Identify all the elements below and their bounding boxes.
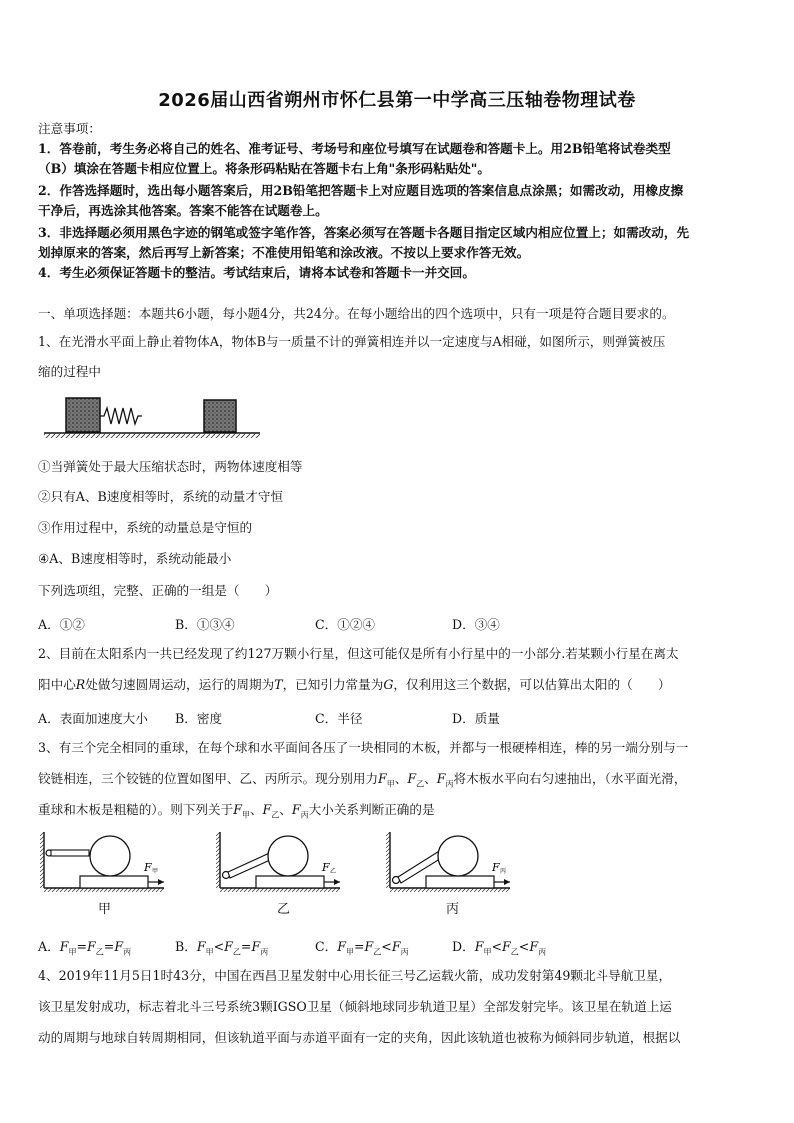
q2-option-a[interactable]: A．表面加速度大小 — [38, 711, 148, 726]
notice-item-1b: （B）填涂在答题卡相应位置上。将条形码粘贴在答题卡右上角"条形码粘贴处"。 — [38, 161, 490, 176]
caption-yi: 乙 — [277, 902, 291, 917]
q3-option-a[interactable]: A．$F_甲=F_乙=F_丙$ — [38, 939, 132, 957]
q1-statement-1: ①当弹簧处于最大压缩状态时，两物体速度相等 — [38, 459, 303, 474]
notice-item-2a: 2．作答选择题时，选出每小题答案后，用2B铅笔把答题卡上对应题目选项的答案信息点涂黑；如需改动，用橡皮擦 — [38, 183, 684, 198]
block-b — [66, 398, 100, 432]
q1-stem-2: 缩的过程中 — [38, 364, 101, 379]
q3-option-c[interactable]: C．$F_甲=F_乙<F_丙$ — [315, 939, 409, 957]
q3-figure-yi — [216, 828, 346, 892]
q2-stem-2: 阳中心R处做匀速圆周运动，运行的周期为T，已知引力常量为G，仅利用这三个数据，可以估算出太阳的（ ） — [38, 677, 671, 692]
q2-option-d[interactable]: D．质量 — [452, 711, 500, 726]
rod — [51, 850, 89, 856]
notice-item-1a: 1．答卷前，考生务必将自己的姓名、准考证号、考场号和座位号填写在试题卷和答题卡上。用2B铅笔将试卷类型 — [38, 141, 671, 156]
notice-item-4: 4．考生必须保证答题卡的整洁。考试结束后，请将本试卷和答题卡一并交回。 — [38, 265, 475, 280]
plank — [80, 876, 148, 888]
q3-stem-3: 重球和木板是粗糙的）。则下列关于$F_甲$、$F_乙$、$F_丙$大小关系判断正确的是 — [38, 802, 435, 820]
q1-stem-1: 1、在光滑水平面上静止着物体A，物体B与一质量不计的弹簧相连并以一定速度与A相碰，如图所示，则弹簧被压 — [38, 334, 666, 349]
q3-figure-bing — [386, 828, 516, 892]
q4-line-2: 该卫星发射成功，标志着北斗三号系统3颗IGSO卫星（倾斜地球同步轨道卫星）全部发射完毕。该卫星在轨道上运 — [38, 999, 672, 1014]
notice-item-2b: 干净后，再选涂其他答案。答案不能答在试题卷上。 — [38, 203, 328, 218]
q4-line-3: 动的周期与地球自转周期相同，但该轨道平面与赤道平面有一定的夹角，因此该轨道也被称为倾斜同步轨道，根据以 — [38, 1030, 681, 1045]
q4-line-1: 4、2019年11月5日1时43分，中国在西昌卫星发射中心用长征三号乙运载火箭，成功发射第49颗北斗导航卫星， — [38, 968, 672, 983]
q2-option-b[interactable]: B．密度 — [175, 711, 223, 726]
svg-text:丙: 丙 — [500, 868, 507, 875]
q1-option-a[interactable]: A．①② — [38, 617, 85, 632]
q1-option-b[interactable]: B．①③④ — [175, 617, 235, 632]
svg-text:F: F — [322, 861, 330, 874]
exam-title: 2026届山西省朔州市怀仁县第一中学高三压轴卷物理试卷 — [158, 90, 636, 111]
section-heading: 一、单项选择题：本题共6小题，每小题4分，共24分。在每小题给出的四个选项中，只有一项是符合题目要求的。 — [38, 306, 675, 321]
q3-stem-1: 3、有三个完全相同的重球，在每个球和水平面间各压了一块相同的木板，并都与一根硬棒相连，棒的另一端分别与一 — [38, 740, 689, 755]
plank — [256, 876, 324, 888]
notice-item-3a: 3．非选择题必须用黑色字迹的钢笔或签字笔作答，答案必须写在答题卡各题目指定区域内相应位置上；如需改动，先 — [38, 225, 690, 240]
plank — [426, 876, 494, 888]
q1-figure — [40, 394, 264, 440]
ball — [90, 836, 130, 876]
svg-text:F: F — [144, 861, 152, 874]
ball — [438, 836, 478, 876]
caption-jia: 甲 — [98, 902, 112, 917]
block-a — [204, 400, 236, 432]
q1-prompt: 下列选项组，完整、正确的一组是（ ） — [38, 583, 278, 598]
caption-bing: 丙 — [446, 902, 460, 917]
svg-text:甲: 甲 — [152, 868, 159, 875]
q1-statement-4: ④A、B速度相等时，系统动能最小 — [38, 551, 232, 566]
notice-heading: 注意事项： — [38, 121, 101, 136]
ball — [268, 836, 308, 876]
svg-text:乙: 乙 — [330, 868, 337, 875]
spring — [100, 408, 142, 424]
q2-option-c[interactable]: C．半径 — [315, 711, 363, 726]
q1-statement-2: ②只有A、B速度相等时，系统的动量才守恒 — [38, 489, 284, 504]
q1-statement-3: ③作用过程中，系统的动量总是守恒的 — [38, 520, 253, 535]
q3-figure-jia — [40, 828, 170, 892]
notice-item-3b: 划掉原来的答案，然后再写上新答案；不准使用铅笔和涂改液。不按以上要求作答无效。 — [38, 245, 530, 260]
q1-option-d[interactable]: D．③④ — [452, 617, 500, 632]
q1-option-c[interactable]: C．①②④ — [315, 617, 376, 632]
q3-option-b[interactable]: B．$F_甲<F_乙=F_丙$ — [175, 939, 269, 957]
q3-option-d[interactable]: D．$F_甲<F_乙<F_丙$ — [452, 939, 547, 957]
svg-text:F: F — [492, 861, 500, 874]
q3-stem-2: 铰链相连，三个铰链的位置如图甲、乙、丙所示。现分别用力$F_甲$、$F_乙$、$F_丙$将木板水平向右匀速抽出，（水平面光滑， — [38, 771, 687, 789]
q2-stem-1: 2、目前在太阳系内一共已经发现了约127万颗小行星，但这可能仅是所有小行星中的一小部分.若某颗小行星在离太 — [38, 646, 679, 661]
